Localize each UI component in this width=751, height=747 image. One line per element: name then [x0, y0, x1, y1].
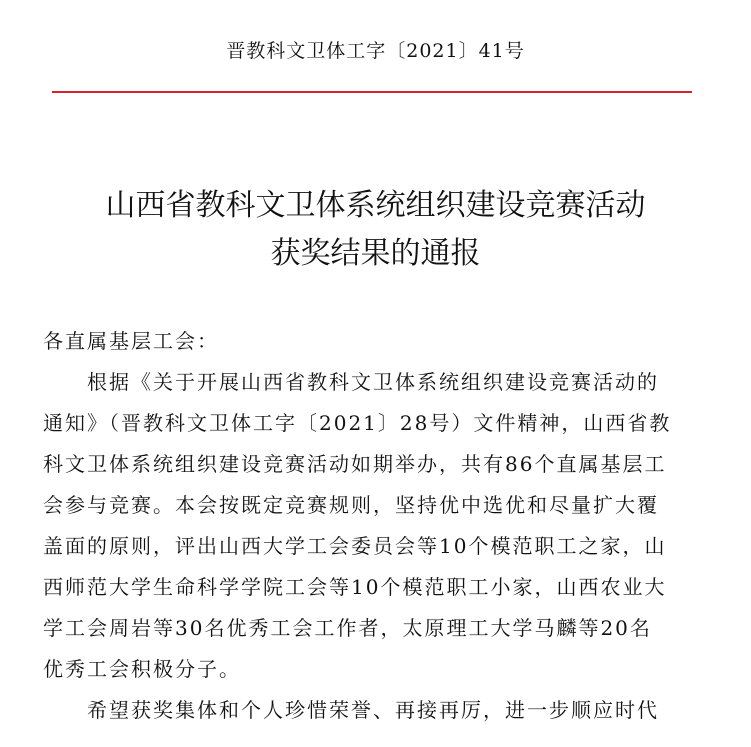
body-line: 希望获奖集体和个人珍惜荣誉、再接再厉，进一步顺应时代 [43, 698, 659, 722]
body-line: 西师范大学生命科学学院工会等10个模范职工小家，山西农业大 [43, 575, 667, 599]
body-line: 根据《关于开展山西省教科文卫体系统组织建设竞赛活动的 [43, 370, 659, 394]
body-line: 会参与竞赛。本会按既定竞赛规则，坚持优中选优和尽量扩大覆 [43, 493, 659, 517]
title-line-1: 山西省教科文卫体系统组织建设竞赛活动 [105, 188, 646, 223]
document-title [0, 182, 751, 278]
body-line: 学工会周岩等30名优秀工会工作者，太原理工大学马麟等20名 [43, 616, 652, 640]
body-line: 科文卫体系统组织建设竞赛活动如期举办，共有86个直属基层工 [43, 452, 667, 476]
document-body [43, 321, 703, 731]
body-line: 盖面的原则，评出山西大学工会委员会等10个模范职工之家，山 [43, 534, 667, 558]
title-line-2: 获奖结果的通报 [270, 236, 481, 271]
red-separator-line [52, 91, 692, 93]
body-line: 优秀工会积极分子。 [43, 657, 241, 681]
body-line: 通知》（晋教科文卫体工字〔2021〕28号）文件精神，山西省教 [43, 411, 672, 435]
salutation: 各直属基层工会： [43, 329, 219, 353]
document-number: 晋教科文卫体工字〔2021〕41号 [226, 40, 525, 62]
